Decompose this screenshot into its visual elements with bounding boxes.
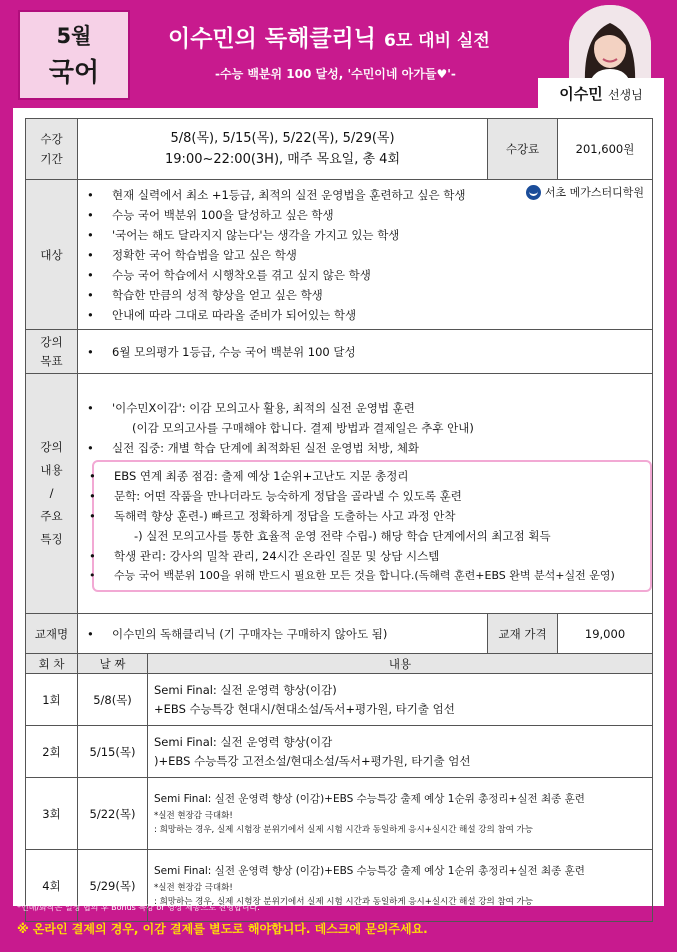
content-label: 강의 내용 / 주요 특징 [26, 374, 78, 614]
footer-note: *언매/화작은 일정 협의 후 Bonus 특강 or 영상 제공으로 진행합니다. [17, 903, 260, 912]
list-item: • 수능 국어 백분위 100을 위해 반드시 필요한 모든 것을 합니다.(독해력 훈련+EBS 완벽 분석+실전 운영) [100, 566, 644, 586]
footer-warning: ※ 온라인 결제의 경우, 이감 결제를 별도로 해야합니다. 데스크에 문의주세요. [17, 922, 428, 936]
list-item: • 학생 관리: 강사의 밀착 관리, 24시간 온라인 질문 및 상담 시스템 [100, 546, 644, 566]
session-line: Semi Final: 실전 운영력 향상 (이감)+EBS 수능특강 출제 예상 1순위 총정리+실전 최종 훈련 [154, 865, 585, 877]
period-row [26, 119, 653, 180]
list-item: • '이수민X이감': 이감 모의고사 활용, 최적의 실전 운영법 훈련 [84, 398, 646, 418]
teacher-name: 이수민 [559, 85, 603, 103]
list-item: • 이수민의 독해클리닉 (기 구매자는 구매하지 않아도 됨) [84, 624, 481, 644]
textbook-price-label: 교재 가격 [488, 614, 558, 654]
session-no: 3회 [26, 778, 78, 850]
teacher-name-plate [538, 78, 664, 108]
period-label: 수강 기간 [26, 119, 78, 180]
content-highlight-box [92, 460, 652, 592]
list-item: -) 실전 모의고사를 통한 효율적 운영 전략 수립-) 해당 학습 단계에서의 최고점 획득 [134, 528, 551, 543]
session-date: 5/22(목) [78, 778, 148, 850]
period-dates: 5/8(목), 5/15(목), 5/22(목), 5/29(목) [170, 131, 395, 146]
session-line: +EBS 수능특강 현대시/현대소설/독서+평가원, 타기출 엄선 [154, 701, 455, 716]
session-content [148, 778, 653, 850]
fee-value: 201,600원 [558, 119, 653, 180]
goal-list [78, 338, 652, 366]
session-no: 1회 [26, 674, 78, 726]
session-line: Semi Final: 실전 운영력 향상(이감 [154, 734, 333, 749]
list-item: • 독해력 향상 훈련-) 빠르고 정확하게 정답을 도출하는 사고 과정 안착 [100, 506, 644, 526]
session-note: : 희망하는 경우, 실제 시험장 분위기에서 실제 시험 시간과 동일하게 응시+실시간 해설 강의 참여 가능 [154, 825, 533, 835]
month-label: 5월 [56, 24, 92, 48]
textbook-row [26, 614, 653, 654]
table-row [26, 674, 653, 726]
teacher-suffix: 선생님 [607, 88, 643, 102]
list-item: • '국어는 해도 달라지지 않는다'는 생각을 가지고 있는 학생 [84, 225, 646, 245]
content-cell [78, 374, 653, 614]
list-item: • 현재 실력에서 최소 +1등급, 최적의 실전 운영법을 훈련하고 싶은 학생 [84, 185, 646, 205]
list-item: • 학습한 만큼의 성적 향상을 얻고 싶은 학생 [84, 285, 646, 305]
textbook-label: 교재명 [26, 614, 78, 654]
content-row [26, 374, 653, 614]
page-title [168, 20, 490, 53]
list-item: • 6월 모의평가 1등급, 수능 국어 백분위 100 달성 [84, 342, 646, 362]
schedule-header-no: 회 차 [26, 654, 78, 674]
target-list-cell [78, 180, 653, 330]
session-line: )+EBS 수능특강 고전소설/현대소설/독서+평가원, 타기출 엄선 [154, 753, 471, 768]
period-value [78, 119, 488, 180]
session-content [148, 726, 653, 778]
session-date: 5/15(목) [78, 726, 148, 778]
session-no: 4회 [26, 850, 78, 922]
session-note: : 희망하는 경우, 실제 시험장 분위기에서 실제 시험 시간과 동일하게 응시+실시간 해설 강의 참여 가능 [154, 897, 533, 907]
period-time: 19:00~22:00(3H), 매주 목요일, 총 4회 [165, 152, 400, 167]
list-item: • 안내에 따라 그대로 따라올 준비가 되어있는 학생 [84, 305, 646, 325]
course-info-table [25, 118, 653, 922]
list-item: • EBS 연계 최종 점검: 출제 예상 1순위+고난도 지문 총정리 [100, 466, 644, 486]
textbook-list [78, 620, 487, 648]
session-line: Semi Final: 실전 운영력 향상 (이감)+EBS 수능특강 출제 예상 1순위 총정리+실전 최종 훈련 [154, 793, 585, 805]
teacher-photo [569, 5, 651, 85]
subject-label: 국어 [48, 58, 100, 88]
session-note: *실전 현장감 극대화! [154, 883, 233, 893]
session-no: 2회 [26, 726, 78, 778]
table-row [26, 726, 653, 778]
list-item: • 정확한 국어 학습법을 알고 싶은 학생 [84, 245, 646, 265]
list-item: • 수능 국어 학습에서 시행착오를 겪고 싶지 않은 학생 [84, 265, 646, 285]
textbook-price: 19,000 [558, 614, 653, 654]
textbook-cell [78, 614, 488, 654]
page-subtitle: -수능 백분위 100 달성, '수민이네 아가들♥'- [215, 67, 456, 81]
list-item: • 수능 국어 백분위 100을 달성하고 싶은 학생 [84, 205, 646, 225]
session-content [148, 674, 653, 726]
month-subject-badge [18, 10, 130, 100]
session-line: Semi Final: 실전 운영력 향상(이감) [154, 682, 337, 697]
fee-label: 수강료 [488, 119, 558, 180]
schedule-header-row [26, 654, 653, 674]
content-list [78, 394, 652, 458]
list-item: (이감 모의고사를 구매해야 합니다. 결제 방법과 결제일은 추후 안내) [132, 420, 474, 435]
goal-cell [78, 330, 653, 374]
goal-row [26, 330, 653, 374]
target-row [26, 180, 653, 330]
schedule-header-content: 내용 [148, 654, 653, 674]
schedule-header-date: 날 짜 [78, 654, 148, 674]
title-main: 이수민의 독해클리닉 [168, 26, 376, 52]
table-row [26, 778, 653, 850]
title-sub: 6모 대비 실전 [384, 31, 490, 51]
session-date: 5/8(목) [78, 674, 148, 726]
target-label: 대상 [26, 180, 78, 330]
goal-label: 강의 목표 [26, 330, 78, 374]
session-date: 5/29(목) [78, 850, 148, 922]
session-note: *실전 현장감 극대화! [154, 811, 233, 821]
academy-name: 서초 메가스터디학원 [544, 186, 645, 199]
target-list [78, 181, 652, 329]
list-item: • 문학: 어떤 작품을 만나더라도 능숙하게 정답을 골라낼 수 있도록 훈련 [100, 486, 644, 506]
list-item: • 실전 집중: 개별 학습 단계에 최적화된 실전 운영법 처방, 체화 [84, 438, 646, 458]
